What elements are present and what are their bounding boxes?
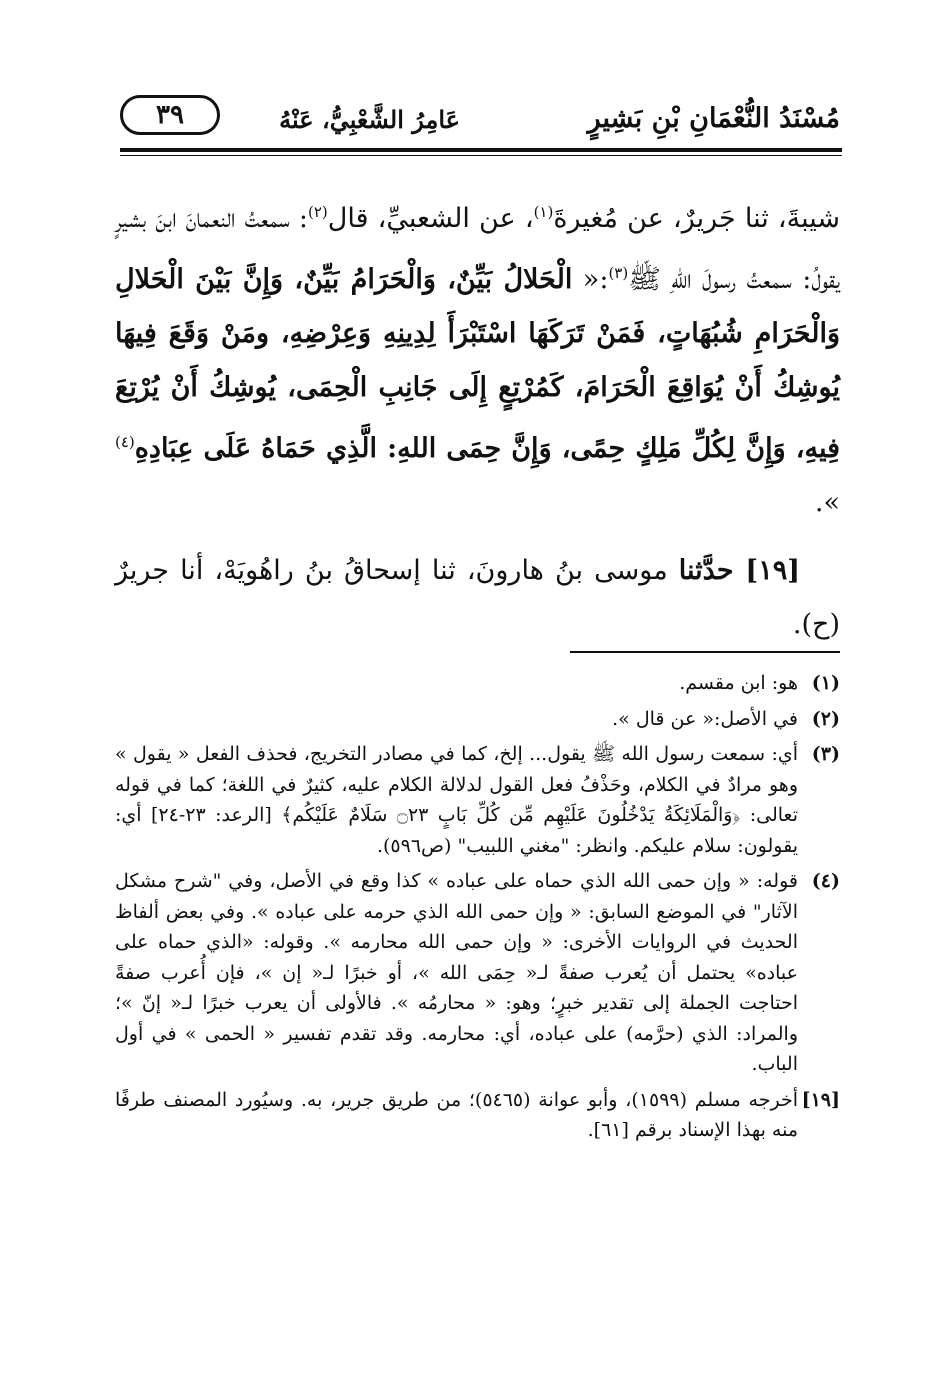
footnote-item [115, 704, 840, 735]
footnote-ref-2: (٢) [308, 203, 328, 221]
footnote-number: [١٩] [801, 1088, 840, 1111]
footnote-number: (١) [811, 672, 840, 694]
page-number-badge: ٣٩ [120, 95, 220, 135]
footnote-item [115, 866, 840, 1080]
header-rule-thick [120, 148, 842, 152]
paragraph-hadith [115, 185, 840, 530]
footnote-ref-4: (٤) [115, 433, 135, 451]
para1-part-d: :« [572, 264, 609, 295]
para1-part-e: ». [814, 487, 840, 518]
footnote-text: قوله: « وإن حمى الله الذي حماه على عباده » كذا وقع في الأصل، وفي "شرح مشكل الآثار" في الموضع السابق: « وإن حمى الله الذي حرمه على عباده ». وفي بعض ألفاظ الحديث في الروايات الأخرى: « وإن حمى الله محارمه ». وقوله: «الذي حماه على عباده» يحتمل أن يُعرب صفةً لـ« حِمَى الله »، أو خبرًا لـ« إن »، فإن أُعرب صفةً احتاجت الجملة إلى تقدير خبرٍ؛ وهو: « محارمُه ». فالأولى أن يعرب خبرًا لـ« إنّ »؛ والمراد: الذي (حرَّمه) على عباده، أي: محارمه. وقد تقدم تفسير « الحمى » في أول الباب. [115, 870, 798, 1075]
footnote-item [115, 1085, 840, 1146]
para1-part-c: : سمعتُ النعمانَ ابنَ بشيرٍ يقولُ: سمعتُ رسولَ اللهِ ﷺ [115, 203, 840, 295]
paragraph-isnad-19 [115, 544, 840, 652]
header-rule-thin [120, 155, 842, 156]
para1-part-a: شيبةَ، ثنا جَريرٌ، عن مُغيرةَ [553, 203, 840, 234]
page-header [120, 95, 840, 151]
isnad-text: موسى بنُ هارونَ، ثنا إسحاقُ بنُ راهُويَهْ، أنا جريرٌ (ح). [115, 555, 840, 640]
footnote-number: (٣) [811, 743, 840, 765]
hadith-number-19: [١٩] حدَّثنا [678, 555, 800, 586]
footnote-ref-1: (١) [533, 203, 554, 221]
footnote-separator [570, 651, 840, 653]
main-text [115, 185, 840, 652]
footnote-item [115, 739, 840, 861]
footnote-text: أخرجه مسلم (١٥٩٩)، وأبو عوانة (٥٤٦٥)؛ من طريق جرير، به. وسيُورد المصنف طرفًا منه بهذا الإسناد برقم [٦١]. [115, 1088, 798, 1141]
footnotes-section [115, 668, 840, 1151]
para1-part-b: ، عن الشعبيِّ، قال [327, 203, 534, 234]
footnote-text: أي: سمعت رسول الله ﷺ يقول... إلخ، كما في مصادر التخريج، فحذف الفعل « يقول » وهو مرادٌ في الكلام، وحَذْفُ فعل القول لدلالة الكلام عليه، كثيرٌ في اللغة؛ كما في قوله تعالى: ﴿وَالْمَلَائِكَةُ يَدْخُلُونَ عَلَيْهِم مِّن كُلِّ بَابٍ ۝٢٣ سَلَامٌ عَلَيْكُم﴾ [الرعد: ٢٣-٢٤] أي: يقولون: سلام عليكم. وانظر: "مغني اللبيب" (ص٥٩٦). [115, 743, 798, 857]
header-subtitle: عَامِرُ الشَّعْبِيُّ، عَنْهُ [279, 105, 460, 134]
header-title: مُسْنَدُ النُّعْمَانِ بْنِ بَشِيرٍ [587, 103, 840, 134]
footnote-item [115, 668, 840, 699]
footnote-number: (٤) [811, 870, 840, 892]
footnote-text: هو: ابن مقسم. [679, 672, 798, 694]
hadith-text: الْحَلالُ بَيِّنٌ، وَالْحَرَامُ بَيِّنٌ، وَإِنَّ بَيْنَ الْحَلالِ وَالْحَرَامِ شُبُهَاتٍ، فَمَنْ تَرَكَهَا اسْتَبْرَأَ لِدِينِهِ وَعِرْضِهِ، ومَنْ وَقَعَ فِيهَا يُوشِكُ أَنْ يُوَاقِعَ الْحَرَامَ، كَمُرْتِعٍ إِلَى جَانِبِ الْحِمَى، يُوشِكُ أَنْ يُرْتِعَ فِيهِ، وَإِنَّ لِكُلِّ مَلِكٍ حِمًى، وَإِنَّ حِمَى اللهِ: الَّذِي حَمَاهُ عَلَى عِبَادِهِ [115, 264, 840, 464]
footnote-text: في الأصل:« عن قال ». [612, 707, 798, 730]
footnote-number: (٢) [811, 707, 840, 730]
footnote-ref-3: (٣) [608, 264, 629, 282]
